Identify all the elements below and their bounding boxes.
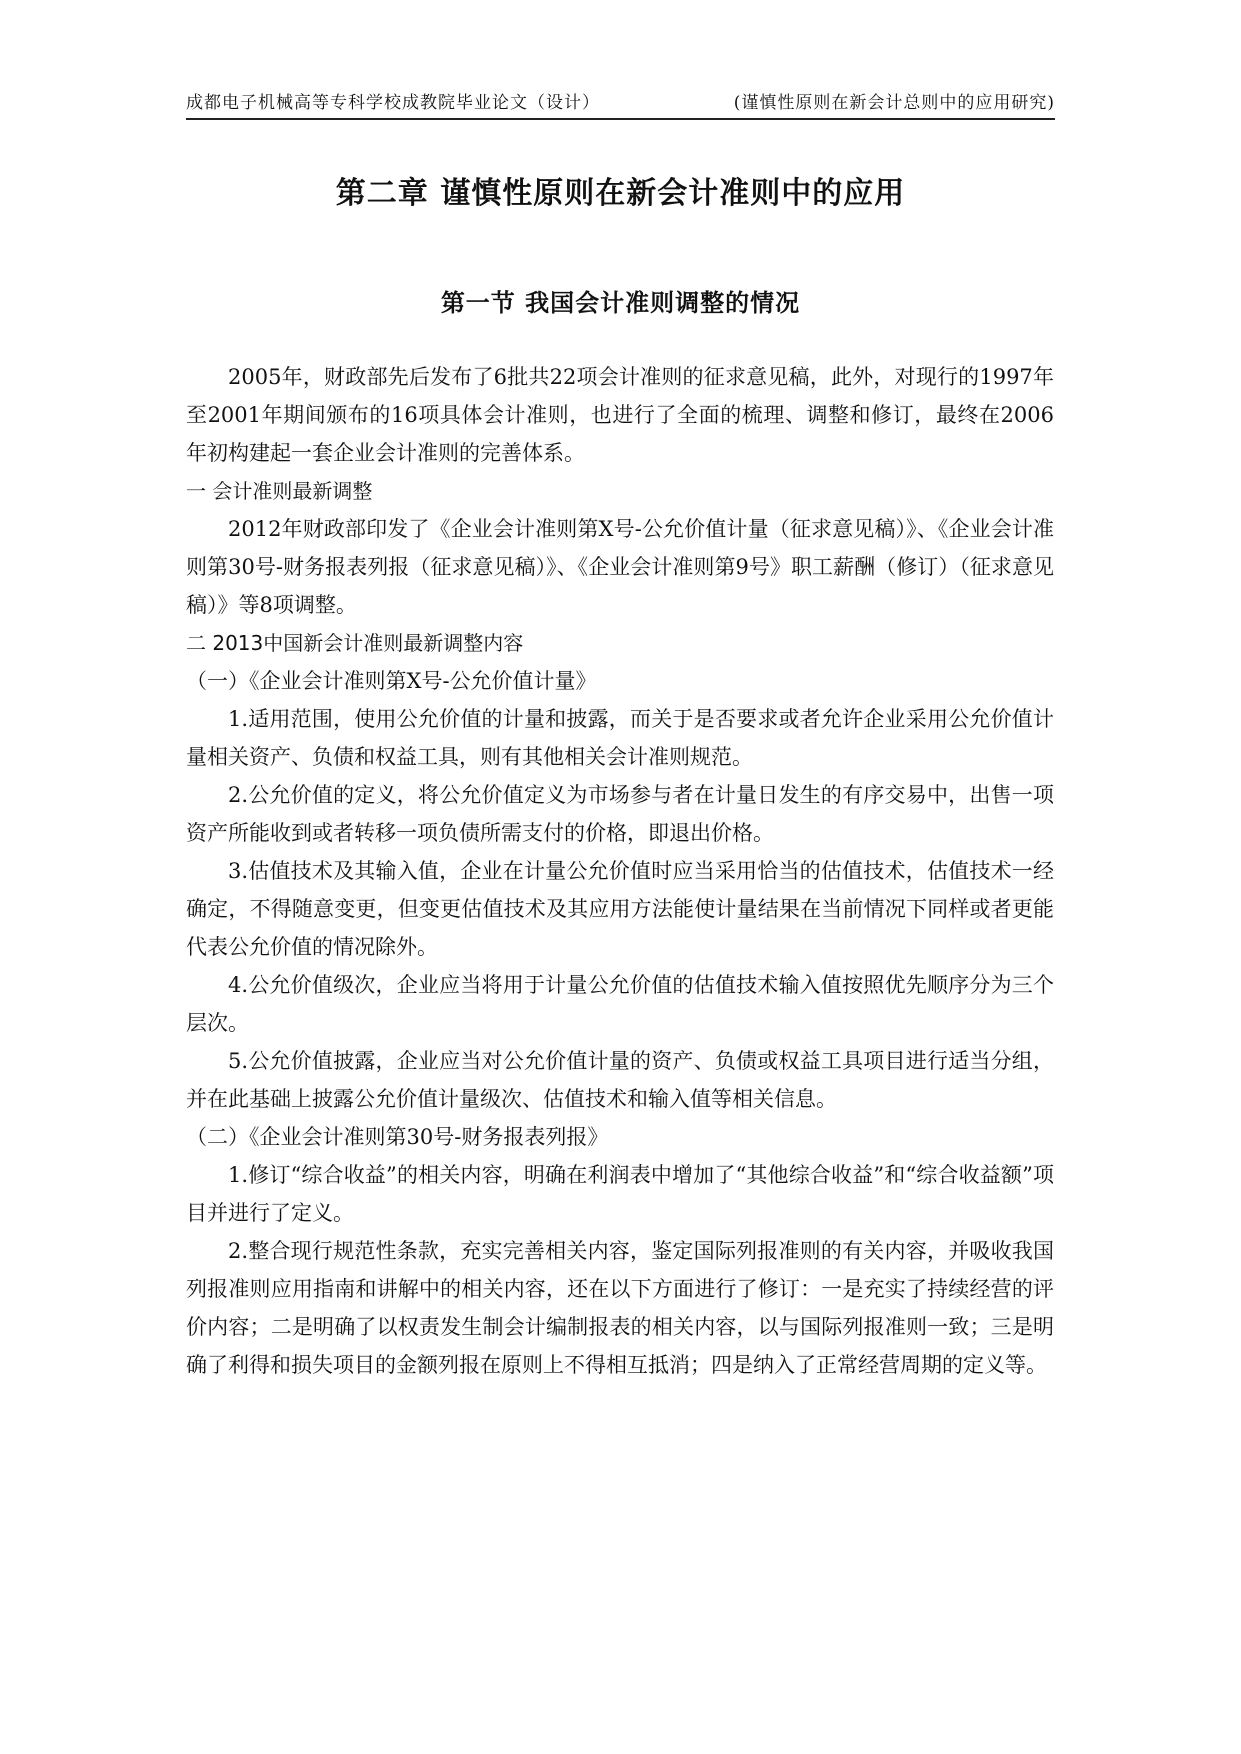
paragraph-hierarchy: 4.公允价值级次，企业应当将用于计量公允价值的估值技术输入值按照优先顺序分为三个层次。 [186,973,1054,1035]
chapter-title: 第二章 谨慎性原则在新会计准则中的应用 [335,176,906,211]
subheading-financial-statements: （二）《企业会计准则第30号-财务报表列报》 [186,1125,609,1149]
paragraph-definition: 2.公允价值的定义，将公允价值定义为市场参与者在计量日发生的有序交易中，出售一项资产所能收到或者转移一项负债所需支付的价格，即退出价格。 [186,783,1054,845]
heading-2013-adjustment: 二 2013中国新会计准则最新调整内容 [186,631,524,655]
paragraph-integration: 2.整合现行规范性条款，充实完善相关内容，鉴定国际列报准则的有关内容，并吸收我国列报准则应用指南和讲解中的相关内容，还在以下方面进行了修订：一是充实了持续经营的评价内容；二是明确了以权责发生制会计编制报表的相关内容，以与国际列报准则一致；三是明确了利得和损失项目的金额列报在原则上不得相互抵消；四是纳入了正常经营周期的定义等。 [186,1239,1054,1377]
paragraph-2012-adjustment: 2012年财政部印发了《企业会计准则第X号-公允价值计量（征求意见稿）》、《企业会计准则第30号-财务报表列报（征求意见稿）》、《企业会计准则第9号》职工薪酬（修订）（征求意见稿）》等8项调整。 [186,517,1054,617]
subheading-fair-value: （一）《企业会计准则第X号-公允价值计量》 [186,669,597,693]
header-left-text: 成都电子机械高等专科学校成教院毕业论文（设计） [186,93,600,113]
paragraph-disclosure: 5.公允价值披露，企业应当对公允价值计量的资产、负债或权益工具项目进行适当分组，并在此基础上披露公允价值计量级次、估值技术和输入值等相关信息。 [186,1049,1054,1111]
paragraph-valuation: 3.估值技术及其输入值，企业在计量公允价值时应当采用恰当的估值技术，估值技术一经确定，不得随意变更，但变更估值技术及其应用方法能使计量结果在当前情况下同样或者更能代表公允价值的情况除外。 [186,859,1054,959]
paragraph-scope: 1.适用范围，使用公允价值的计量和披露，而关于是否要求或者允许企业采用公允价值计量相关资产、负债和权益工具，则有其他相关会计准则规范。 [186,707,1054,769]
body-content [186,358,1054,1384]
heading-latest-adjustment: 一 会计准则最新调整 [186,479,373,503]
header-right-text: (谨慎性原则在新会计总则中的应用研究) [733,93,1055,113]
section-title: 第一节 我国会计准则调整的情况 [440,289,801,317]
page-header [186,86,1055,120]
paragraph-comprehensive-income: 1.修订“综合收益”的相关内容，明确在利润表中增加了“其他综合收益”和“综合收益额”项目并进行了定义。 [186,1163,1054,1225]
paragraph-intro: 2005年，财政部先后发布了6批共22项会计准则的征求意见稿，此外，对现行的1997年至2001年期间颁布的16项具体会计准则，也进行了全面的梳理、调整和修订，最终在2006年初构建起一套企业会计准则的完善体系。 [186,365,1054,465]
